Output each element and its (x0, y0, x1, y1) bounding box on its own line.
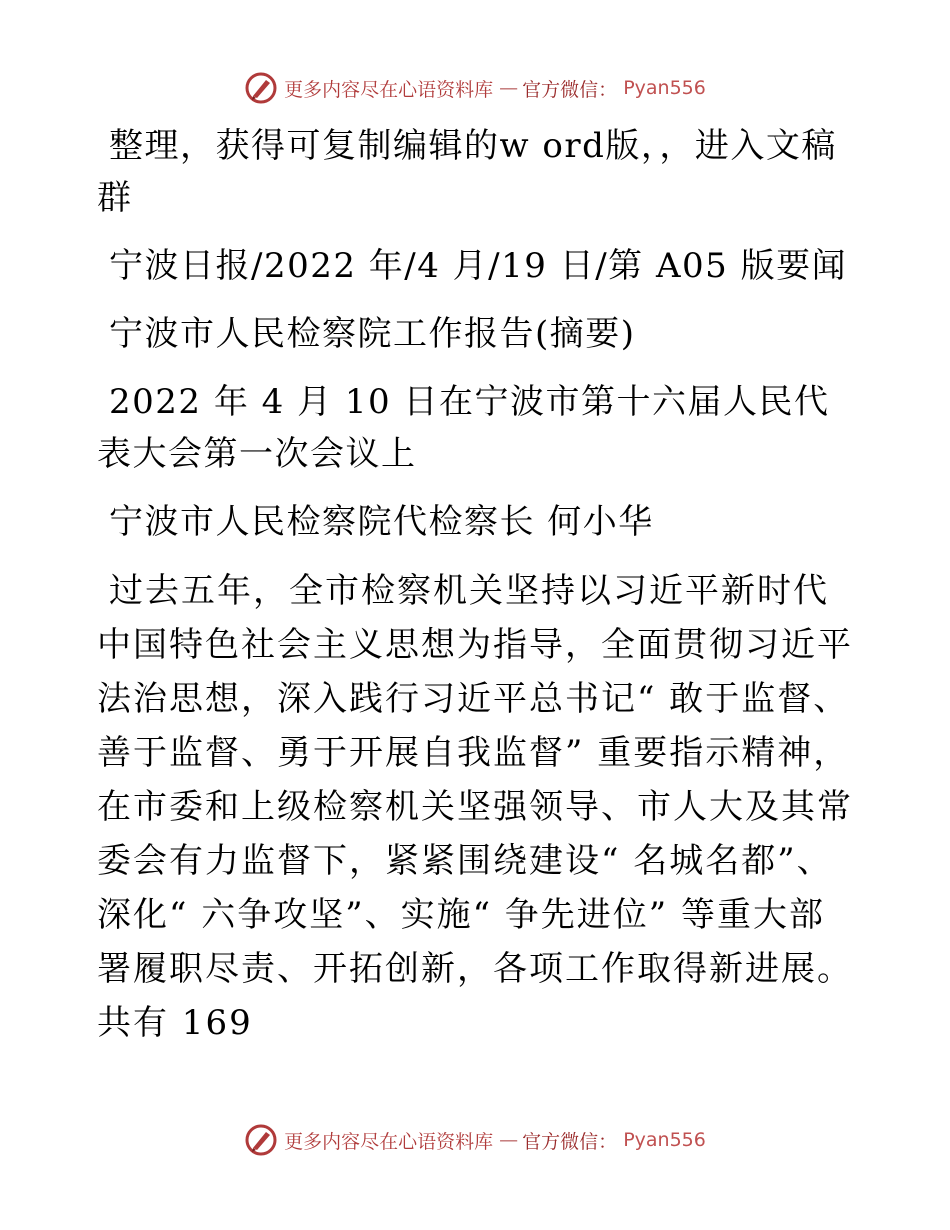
watermark-wechat-id: Pyan556 (623, 1129, 706, 1151)
pen-logo-icon (244, 71, 278, 105)
header-watermark (0, 68, 950, 108)
report-title: 宁波市人民检察院工作报告(摘要) (109, 314, 636, 354)
watermark-dash: — (499, 77, 517, 99)
pen-logo-icon (244, 1123, 278, 1157)
meeting-line: 2022 年 4 月 10 日在宁波市第十六届人民代表大会第一次会议上 (97, 382, 830, 474)
watermark-main-text: 更多内容尽在心语资料库 (284, 78, 494, 101)
watermark-main-text: 更多内容尽在心语资料库 (284, 1130, 494, 1153)
document-body (97, 120, 857, 1050)
watermark-dash: — (499, 1129, 517, 1151)
body-paragraph: 过去五年，全市检察机关坚持以习近平新时代中国特色社会主义思想为指导，全面贯彻习近平法治思想，深入践行习近平总书记“ 敢于监督、善于监督、勇于开展自我监督” 重要指示精神，在市委和上级检察机关坚强领导、市人大及其常委会有力监督下，紧紧围绕建设“ 名城名都”、深化“ 六争攻坚”、实施“ 争先进位” 等重大部署履职尽责、开拓创新，各项工作取得新进展。共有 169 (97, 571, 853, 1043)
footer-watermark (0, 1120, 950, 1160)
source-line: 宁波日报/2022 年/4 月/19 日/第 A05 版要闻 (109, 246, 848, 286)
watermark-wechat-id: Pyan556 (623, 77, 706, 99)
author-line: 宁波市人民检察院代检察长 何小华 (109, 502, 654, 542)
watermark-official-label: 官方微信： (522, 1130, 618, 1153)
watermark-official-label: 官方微信： (522, 78, 618, 101)
intro-paragraph: 整理，获得可复制编辑的w ord版，，进入文稿群 (97, 126, 837, 218)
